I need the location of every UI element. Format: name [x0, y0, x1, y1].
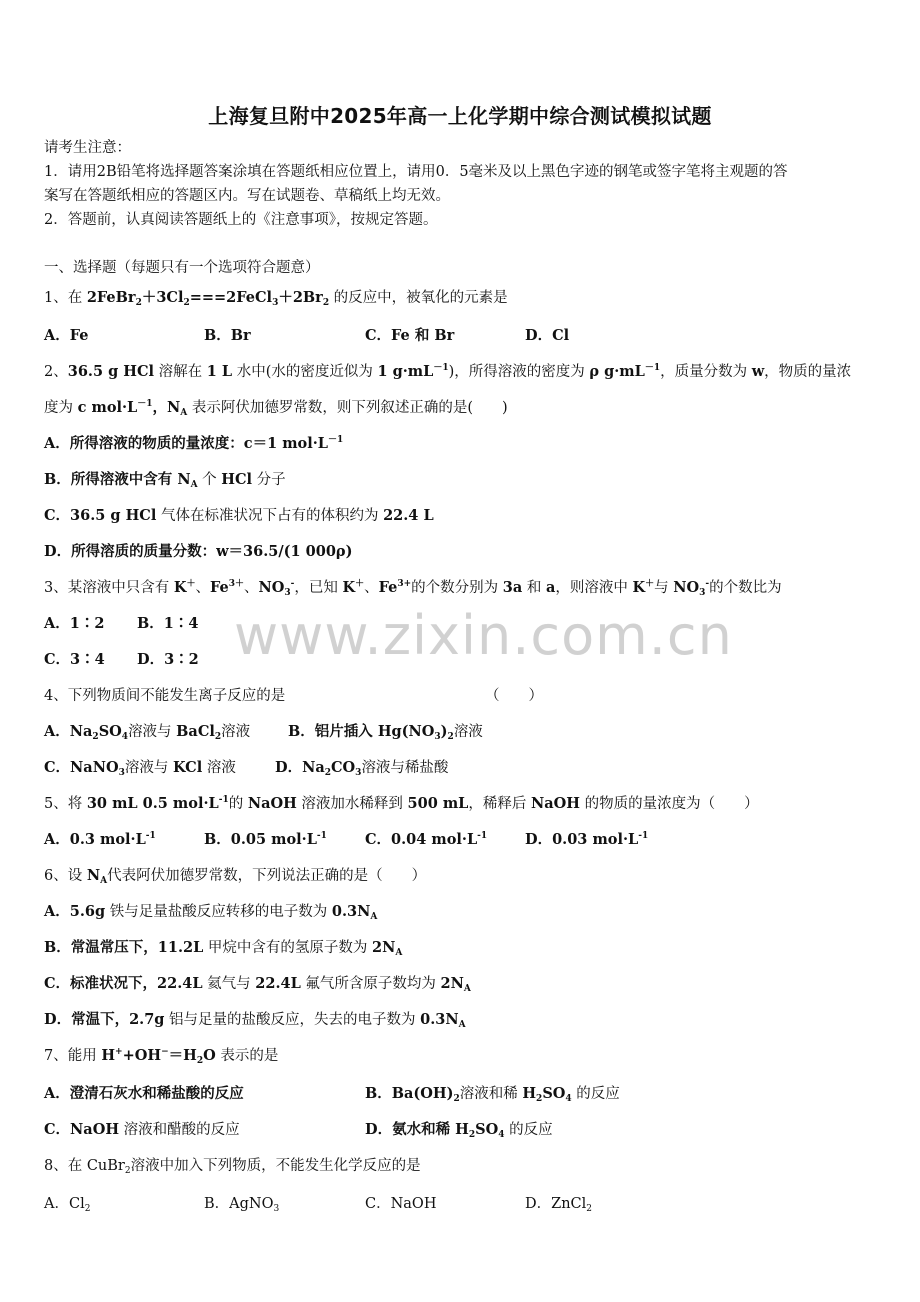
question-1-option-c: C．Fe 和 Br — [365, 327, 455, 344]
notice-heading: 请考生注意： — [44, 140, 131, 156]
page-title: 上海复旦附中2025年高一上化学期中综合测试模拟试题 — [208, 104, 712, 128]
question-2-stem-line-2: 度为 c $mol\cdot L^{-1}$，$N_A$ 表示阿伏加德罗常数，则下列叙述正确的是( ) — [44, 399, 508, 418]
question-3-option-a: A．1∶2 — [44, 615, 105, 632]
question-7-option-d: D．氨水和稀 $H_2SO_4$ 的反应 — [365, 1121, 553, 1140]
question-6-option-b: B．常温常压下，11.2L 甲烷中含有的氢原子数为 $2N_A$ — [44, 939, 403, 958]
question-4-option-a: A．$Na_2SO_4$溶液与 BaCl$_2$溶液 — [44, 723, 251, 742]
question-1-option-d: D．Cl — [525, 327, 570, 344]
question-5-option-a: A．0.3 $mol\cdot L^{-1}$ — [44, 831, 156, 848]
section-heading: 一、选择题（每题只有一个选项符合题意） — [44, 260, 320, 276]
question-7-stem: 7、能用 $H^++OH^-=H_2O$ 表示的是 — [44, 1047, 279, 1066]
question-6-option-c: C．标准状况下，22.4L 氦气与 22.4L 氟气所含原子数均为 $2N_A$ — [44, 975, 471, 994]
question-5-option-d: D．0.03 $mol\cdot L^{-1}$ — [525, 831, 649, 848]
question-4-answer-paren: （ ） — [485, 688, 543, 704]
question-1-option-b: B．Br — [204, 327, 251, 344]
question-5-option-c: C．0.04 $mol\cdot L^{-1}$ — [365, 831, 488, 848]
notice-item-1-line-2: 案写在答题纸相应的答题区内。写在试题卷、草稿纸上均无效。 — [44, 188, 450, 204]
question-4-option-c: C．NaNO$_3$溶液与 KCl 溶液 — [44, 759, 236, 778]
question-8-option-a: A．$Cl_2$ — [44, 1196, 91, 1214]
question-8-stem: 8、在 CuBr$_2$溶液中加入下列物质，不能发生化学反应的是 — [44, 1158, 421, 1176]
watermark: www.zixin.com.cn — [234, 604, 733, 667]
question-3-option-d: D．3∶2 — [137, 651, 199, 668]
question-8-option-d: D．ZnCl$_2$ — [525, 1196, 593, 1214]
question-4-option-b: B．铝片插入 $Hg(NO_3)_2$溶液 — [288, 723, 483, 742]
question-3-option-b: B．1∶4 — [137, 615, 199, 632]
question-3-option-c: C．3∶4 — [44, 651, 105, 668]
question-4-option-d: D．$Na_2CO_3$溶液与稀盐酸 — [275, 759, 449, 778]
question-6-option-a: A．5.6g 铁与足量盐酸反应转移的电子数为 $0.3N_A$ — [44, 903, 378, 922]
question-8-option-c: C．NaOH — [365, 1196, 437, 1212]
question-3-stem: 3、某溶液中只含有 K＋、$Fe^{3+}$、$NO_3^-$，已知 K＋、$Fe^{3+}$的个数分别为 3a 和 a，则溶液中 K＋与 $NO_3^-$的个数比为 — [44, 579, 782, 598]
question-4-stem: 4、下列物质间不能发生离子反应的是 — [44, 688, 286, 704]
question-1-stem: 1、在 $2FeBr_2+3Cl_2===2FeCl_3+2Br_2$ 的反应中，被氧化的元素是 — [44, 289, 508, 308]
question-2-stem-line-1: 2、36.5 g HCl 溶解在 1 L 水中(水的密度近似为 1 $g\cdot mL^{-1}$)，所得溶液的密度为 ρ $g\cdot mL^{-1}$，质量分数为 w，物质的量浓 — [44, 363, 852, 380]
question-5-stem: 5、将 30 mL 0.5 $mol\cdot L^{-1}$的 NaOH 溶液加水稀释到 500 mL，稀释后 NaOH 的物质的量浓度为（ ） — [44, 795, 759, 812]
question-8-option-b: B．AgNO$_3$ — [204, 1196, 280, 1214]
question-1-option-a: A．Fe — [44, 327, 89, 344]
question-7-option-a: A．澄清石灰水和稀盐酸的反应 — [44, 1085, 244, 1102]
question-6-option-d: D．常温下，2.7g 铝与足量的盐酸反应，失去的电子数为 $0.3N_A$ — [44, 1011, 466, 1030]
question-2-option-b: B．所得溶液中含有 $N_A$ 个 HCl 分子 — [44, 471, 286, 490]
question-6-stem: 6、设 $N_A$代表阿伏加德罗常数，下列说法正确的是（ ） — [44, 867, 427, 886]
notice-item-2: 2．答题前，认真阅读答题纸上的《注意事项》，按规定答题。 — [44, 212, 438, 228]
question-5-option-b: B．0.05 $mol\cdot L^{-1}$ — [204, 831, 327, 848]
notice-item-1-line-1: 1．请用2B铅笔将选择题答案涂填在答题纸相应位置上，请用0．5毫米及以上黑色字迹的钢笔或签字笔将主观题的答 — [44, 164, 788, 180]
question-2-option-a: A．所得溶液的物质的量浓度：c＝1 $mol\cdot L^{-1}$ — [44, 435, 344, 452]
question-2-option-c: C．36.5 g HCl 气体在标准状况下占有的体积约为 22.4 L — [44, 507, 434, 524]
question-2-option-d: D．所得溶质的质量分数：w＝36.5/(1 000ρ) — [44, 543, 353, 560]
question-7-option-b: B．$Ba(OH)_2$溶液和稀 $H_2SO_4$ 的反应 — [365, 1085, 620, 1104]
question-7-option-c: C．NaOH 溶液和醋酸的反应 — [44, 1121, 240, 1138]
